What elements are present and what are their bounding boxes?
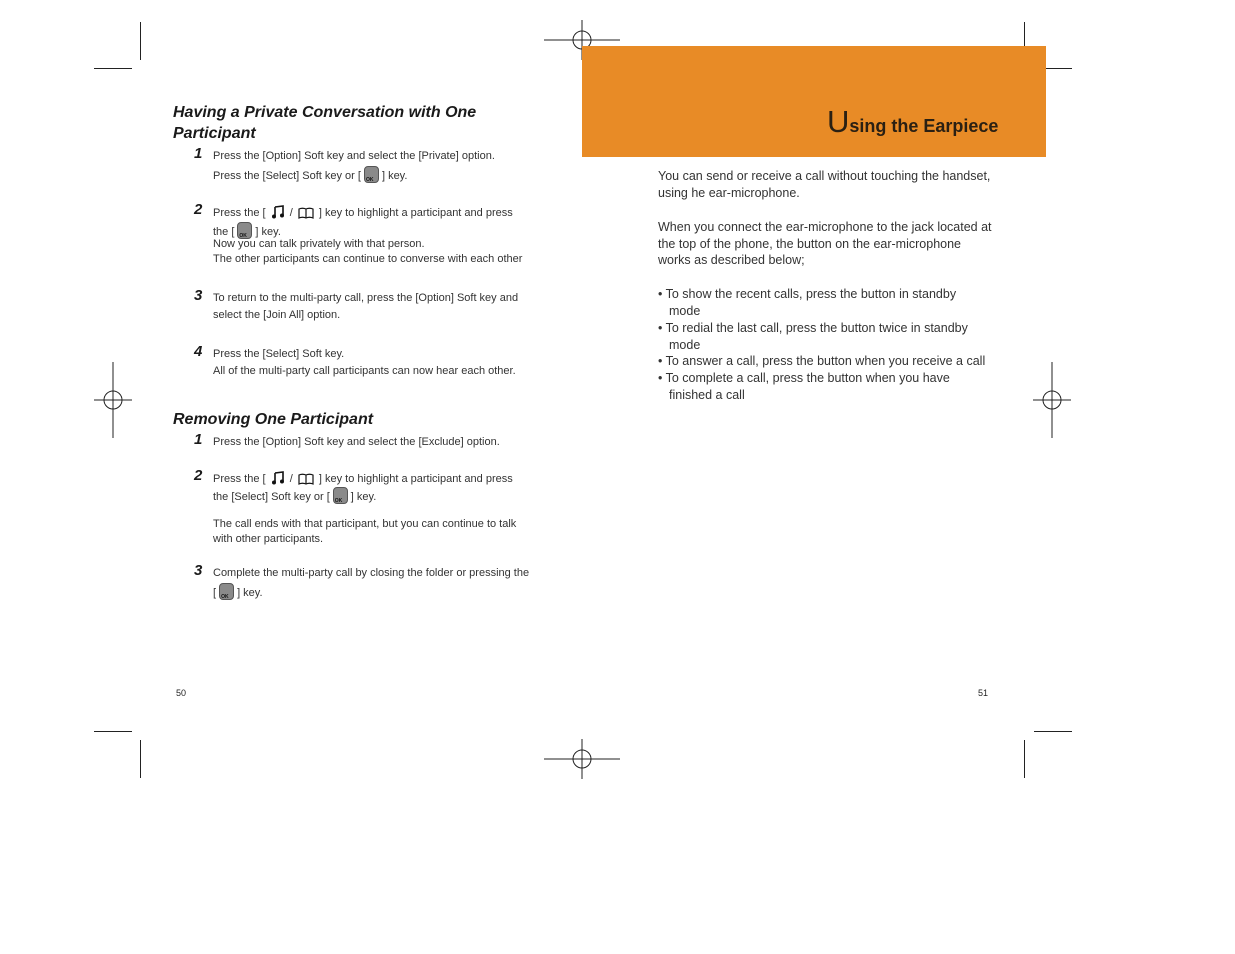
- step-number: 2: [194, 467, 203, 484]
- step-text: Now you can talk privately with that person.: [213, 238, 425, 250]
- registration-mark-icon: [1033, 362, 1071, 438]
- step-text: with other participants.: [213, 533, 324, 545]
- registration-mark-icon: [94, 362, 132, 438]
- step-number: 4: [194, 343, 203, 360]
- bullet-item-continuation: mode: [669, 338, 701, 352]
- book-icon: [298, 473, 314, 485]
- crop-mark: [1024, 740, 1025, 778]
- step-text: [OK ] key.: [213, 583, 263, 600]
- registration-mark-icon: [544, 739, 620, 779]
- step-text: select the [Join All] option.: [213, 309, 341, 321]
- section-title-private-conversation: Having a Private Conversation with One Participant: [173, 104, 477, 142]
- step-text: Press the [ / ] key to highlight a participant and press: [213, 473, 513, 485]
- ok-key-icon: [219, 583, 234, 600]
- step-text: Press the [Select] Soft key or [OK ] key.: [213, 166, 407, 183]
- bullet-item: • To redial the last call, press the button twice in standby: [658, 321, 968, 335]
- crop-mark: [94, 68, 132, 69]
- music-note-icon: [271, 471, 285, 485]
- step-text: Press the [ / ] key to highlight a participant and press: [213, 207, 513, 219]
- book-icon: [298, 207, 314, 219]
- step-text: Press the [Option] Soft key and select the [Private] option.: [213, 150, 495, 162]
- crop-mark: [140, 740, 141, 778]
- step-text: the [OK ] key.: [213, 222, 281, 239]
- bullet-item: • To answer a call, press the button when you receive a call: [658, 354, 986, 368]
- ok-key-icon: [364, 166, 379, 183]
- step-text: To return to the multi-party call, press the [Option] Soft key and: [213, 292, 519, 304]
- crop-mark: [140, 22, 141, 60]
- bullet-item-continuation: mode: [669, 304, 701, 318]
- paragraph-text: When you connect the ear-microphone to the jack located at: [658, 220, 992, 234]
- bullet-item: • To show the recent calls, press the button in standby: [658, 287, 957, 301]
- page-title: Using the Earpiece: [827, 104, 999, 139]
- step-number: 1: [194, 431, 203, 448]
- music-note-icon: [271, 205, 285, 219]
- section-title-removing-participant: Removing One Participant: [173, 411, 374, 428]
- step-text: Press the [Option] Soft key and select the [Exclude] option.: [213, 436, 500, 448]
- step-number: 3: [194, 562, 203, 579]
- bullet-item: • To complete a call, press the button when you have: [658, 371, 950, 385]
- page-number: 50: [176, 688, 187, 698]
- step-text: The other participants can continue to converse with each other: [213, 253, 523, 265]
- paragraph-text: works as described below;: [658, 253, 805, 267]
- bullet-item-continuation: finished a call: [669, 388, 745, 402]
- paragraph-text: the top of the phone, the button on the ear-microphone: [658, 237, 961, 251]
- step-text: Press the [Select] Soft key.: [213, 348, 345, 360]
- step-text: All of the multi-party call participants can now hear each other.: [213, 365, 516, 377]
- crop-mark: [1034, 731, 1072, 732]
- step-number: 1: [194, 145, 203, 162]
- step-text: The call ends with that participant, but you can continue to talk: [213, 518, 517, 530]
- chapter-banner: [582, 46, 1046, 157]
- paragraph-text: using he ear-microphone.: [658, 186, 800, 200]
- step-number: 3: [194, 287, 203, 304]
- paragraph-text: You can send or receive a call without touching the handset,: [658, 169, 991, 183]
- step-text: Complete the multi-party call by closing the folder or pressing the: [213, 567, 530, 579]
- page-number: 51: [978, 688, 989, 698]
- ok-key-icon: [333, 487, 348, 504]
- step-number: 2: [194, 201, 203, 218]
- step-text: the [Select] Soft key or [OK ] key.: [213, 487, 376, 504]
- crop-mark: [94, 731, 132, 732]
